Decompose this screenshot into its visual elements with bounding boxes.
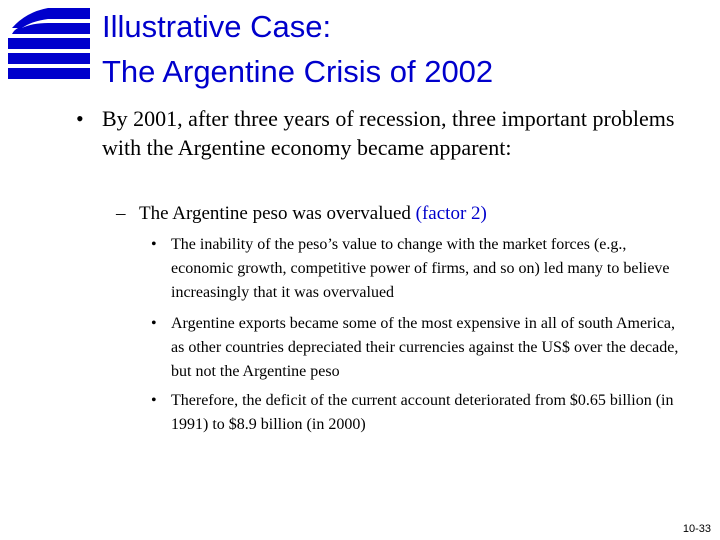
bullet-level-3 [151,312,686,384]
bullet-icon: • [151,392,157,409]
title-line-1: Illustrative Case: [102,9,332,44]
bullet-level-3 [151,233,686,305]
bullet-level-2 [116,201,699,227]
factor-label: (factor 2) [415,203,487,224]
slide-number: 10-33 [682,523,711,535]
bullet-level-3 [151,389,686,437]
bullet-icon: • [151,236,157,253]
bullet-icon: • [76,106,84,131]
title-line-2: The Argentine Crisis of 2002 [102,54,494,89]
sub-sub-bullet-text: Argentine exports became some of the most expensive in all of south America, as other countries depreciated their currencies against the US$ over the decade, but not the Argentine peso [171,315,679,380]
bullet-icon: • [151,315,157,332]
slide-title [102,4,493,94]
sub-bullet-text: The Argentine peso was overvalued [139,203,411,224]
dash-icon: – [116,203,126,224]
sub-sub-bullet-text: The inability of the peso’s value to change with the market forces (e.g., economic growth, competitive power of firms, and so on) led many to believe increasingly that it was overvalued [171,236,670,301]
bullet-level-1 [76,104,692,162]
bullet-text: By 2001, after three years of recession, three important problems with the Argentine economy became apparent: [102,106,675,160]
logo-icon [8,8,90,86]
sub-sub-bullet-text: Therefore, the deficit of the current account deteriorated from $0.65 billion (in 1991) to $8.9 billion (in 2000) [171,392,674,433]
